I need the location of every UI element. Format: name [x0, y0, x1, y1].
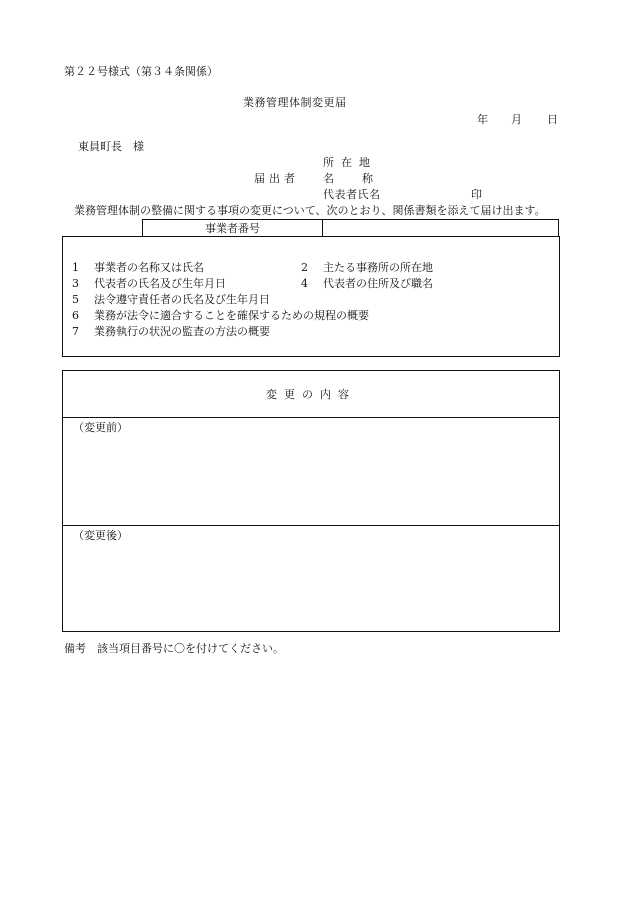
submitter-label: 届出者: [254, 172, 299, 185]
change-content-box: [62, 370, 560, 632]
date-month-label: 月: [511, 113, 522, 126]
business-number-label: 事業者番号: [143, 220, 323, 236]
name-label-part-1: 名: [323, 172, 334, 185]
remark-note: 備考 該当項目番号に〇を付けてください。: [64, 642, 284, 655]
address-label: 所在地: [323, 156, 377, 169]
item-4[interactable]: 4 代表者の住所及び職名: [301, 277, 433, 290]
after-change-label: （変更後）: [73, 529, 128, 542]
date-year-label: 年: [477, 113, 488, 126]
business-number-box: [142, 219, 559, 236]
document-title: 業務管理体制変更届: [243, 96, 347, 109]
representative-label: 代表者氏名: [323, 188, 381, 201]
after-change-field[interactable]: [63, 526, 559, 631]
item-2[interactable]: 2 主たる事務所の所在地: [301, 261, 433, 274]
item-5[interactable]: 5 法令遵守責任者の氏名及び生年月日: [72, 293, 270, 306]
business-number-field[interactable]: [324, 220, 558, 236]
item-3[interactable]: 3 代表者の氏名及び生年月日: [72, 277, 226, 290]
item-7[interactable]: 7 業務執行の状況の監査の方法の概要: [72, 325, 270, 338]
form-number: 第２２号様式（第３４条関係）: [64, 65, 218, 78]
before-change-label: （変更前）: [73, 421, 128, 434]
seal-mark: 印: [471, 188, 482, 201]
change-content-title: 変更の内容: [266, 388, 356, 401]
name-label: [323, 173, 373, 184]
change-items-box: [62, 236, 560, 357]
date-day-label: 日: [547, 113, 558, 126]
before-change-field[interactable]: [63, 418, 559, 524]
addressee: 東員町長 様: [78, 140, 144, 153]
item-6[interactable]: 6 業務が法令に適合することを確保するための規程の概要: [72, 309, 369, 322]
item-1[interactable]: 1 事業者の名称又は氏名: [72, 261, 204, 274]
intro-text: 業務管理体制の整備に関する事項の変更について、次のとおり、関係書類を添えて届け出ます。: [74, 204, 546, 217]
name-label-part-2: 称: [362, 172, 373, 185]
